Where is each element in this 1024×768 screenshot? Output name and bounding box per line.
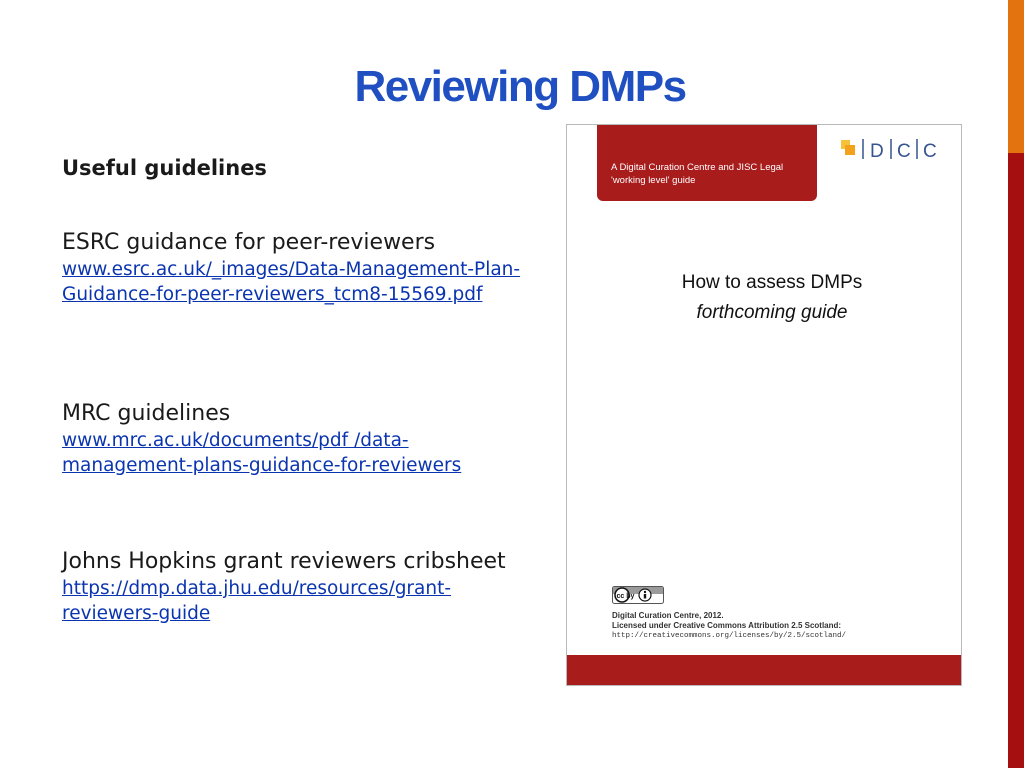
cover-caption-subtitle: forthcoming guide: [696, 302, 848, 323]
guideline-mrc: [62, 399, 532, 478]
cc-badge-person-body: [644, 594, 646, 599]
cc-badge-text: cc by: [616, 593, 635, 600]
cover-license-url: http://creativecommons.org/licenses/by/2.5/scotland/: [612, 632, 847, 640]
dcc-logo-square-front: [845, 145, 855, 155]
edge-bar-red: [1008, 153, 1024, 768]
guideline-esrc: [62, 228, 532, 307]
cover-banner: [597, 125, 817, 201]
guideline-jhu-title: Johns Hopkins grant reviewers cribsheet: [62, 549, 506, 574]
guidelines-column: [62, 152, 542, 624]
dcc-logo-letter-3: C: [923, 141, 937, 162]
cover-license: [612, 611, 942, 641]
creative-commons-icon: [612, 586, 664, 604]
cover-footer-bar: [567, 655, 961, 685]
cover-banner-text: A Digital Curation Centre and JISC Legal 'working level' guide: [611, 162, 784, 186]
cover-caption-title: How to assess DMPs: [681, 272, 863, 293]
guideline-jhu-link[interactable]: https://dmp.data.jhu.edu/resources/grant-reviewers-guide: [62, 578, 452, 624]
guideline-jhu: [62, 547, 532, 626]
dcc-logo-letter-1: D: [870, 141, 884, 162]
slide-title: Reviewing DMPs: [354, 62, 686, 111]
guideline-mrc-title: MRC guidelines: [62, 401, 231, 426]
cc-badge-person-head: [644, 591, 646, 593]
guide-cover-image: [566, 124, 962, 686]
guideline-mrc-link[interactable]: www.mrc.ac.uk/documents/pdf /data-management-plans-guidance-for-reviewers: [62, 430, 462, 476]
guideline-esrc-link[interactable]: www.esrc.ac.uk/_images/Data-Management-Plan-Guidance-for-peer-reviewers_tcm8-15569.pdf: [62, 259, 521, 305]
guideline-esrc-title: ESRC guidance for peer-reviewers: [62, 230, 436, 255]
guidelines-heading: Useful guidelines: [62, 156, 267, 180]
dcc-logo-icon: [841, 137, 951, 163]
cover-caption: [567, 268, 977, 328]
cover-license-line-1: Digital Curation Centre, 2012.: [612, 611, 724, 620]
dcc-logo-letter-2: C: [897, 141, 911, 162]
cover-license-line-2: Licensed under Creative Commons Attribution 2.5 Scotland:: [612, 621, 842, 630]
